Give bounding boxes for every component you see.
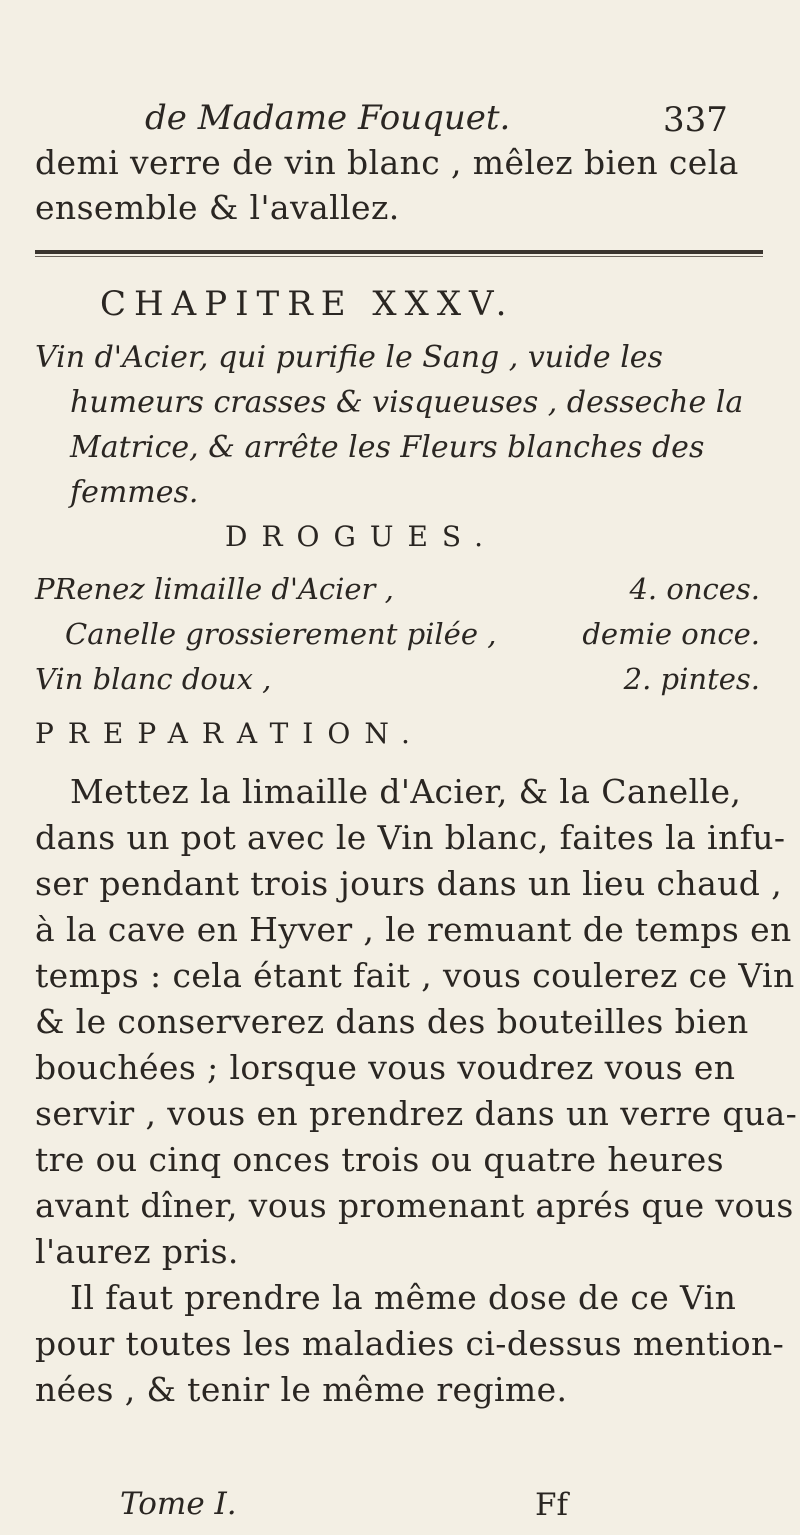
- chapter-title-line: humeurs crasses & visqueuses , desseche la: [70, 385, 744, 420]
- body-line: servir , vous en prendrez dans un verre qua-: [35, 1094, 798, 1133]
- body-line: l'aurez pris.: [35, 1232, 239, 1271]
- body-line: ser pendant trois jours dans un lieu chaud ,: [35, 864, 783, 903]
- body-line: dans un pot avec le Vin blanc, faites la infu-: [35, 818, 786, 857]
- ingredient-name: Canelle grossierement pilée ,: [65, 617, 497, 651]
- ingredient-quantity: 2. pintes.: [623, 662, 760, 696]
- ingredient-quantity: demie once.: [582, 617, 760, 651]
- chapter-rule-thick: [35, 250, 763, 254]
- body-line: avant dîner, vous promenant aprés que vous: [35, 1186, 794, 1225]
- chapter-title-line: Vin d'Acier, qui purifie le Sang , vuide les: [35, 340, 663, 375]
- body-line: tre ou cinq onces trois ou quatre heures: [35, 1140, 725, 1179]
- body-line: bouchées ; lorsque vous voudrez vous en: [35, 1048, 736, 1087]
- body-line: & le conserverez dans des bouteilles bien: [35, 1002, 749, 1041]
- running-head: de Madame Fouquet.: [145, 98, 511, 138]
- intro-line: demi verre de vin blanc , mêlez bien cela: [35, 143, 739, 182]
- drogues-heading: DROGUES.: [225, 520, 497, 553]
- chapter-title-line: Matrice, & arrête les Fleurs blanches des: [70, 430, 705, 465]
- chapter-heading: CHAPITRE XXXV.: [100, 284, 515, 324]
- chapter-title-line: femmes.: [70, 475, 199, 510]
- body-line: temps : cela étant fait , vous coulerez ce Vin: [35, 956, 795, 995]
- body-line: Mettez la limaille d'Acier, & la Canelle,: [70, 772, 742, 811]
- body-line: à la cave en Hyver , le remuant de temps en: [35, 910, 792, 949]
- tome-signature: Tome I.: [120, 1486, 237, 1522]
- intro-line: ensemble & l'avallez.: [35, 188, 400, 227]
- gathering-signature: Ff: [535, 1487, 568, 1523]
- body-line: pour toutes les maladies ci-dessus mention-: [35, 1324, 785, 1363]
- preparation-heading: PREPARATION.: [35, 717, 424, 750]
- body-line: Il faut prendre la même dose de ce Vin: [70, 1278, 737, 1317]
- body-line: nées , & tenir le même regime.: [35, 1370, 568, 1409]
- ingredient-name: Vin blanc doux ,: [35, 662, 272, 696]
- chapter-rule-thin: [35, 256, 763, 257]
- page-number: 337: [663, 100, 728, 140]
- ingredient-name: PRenez limaille d'Acier ,: [35, 572, 394, 606]
- ingredient-quantity: 4. onces.: [629, 572, 760, 606]
